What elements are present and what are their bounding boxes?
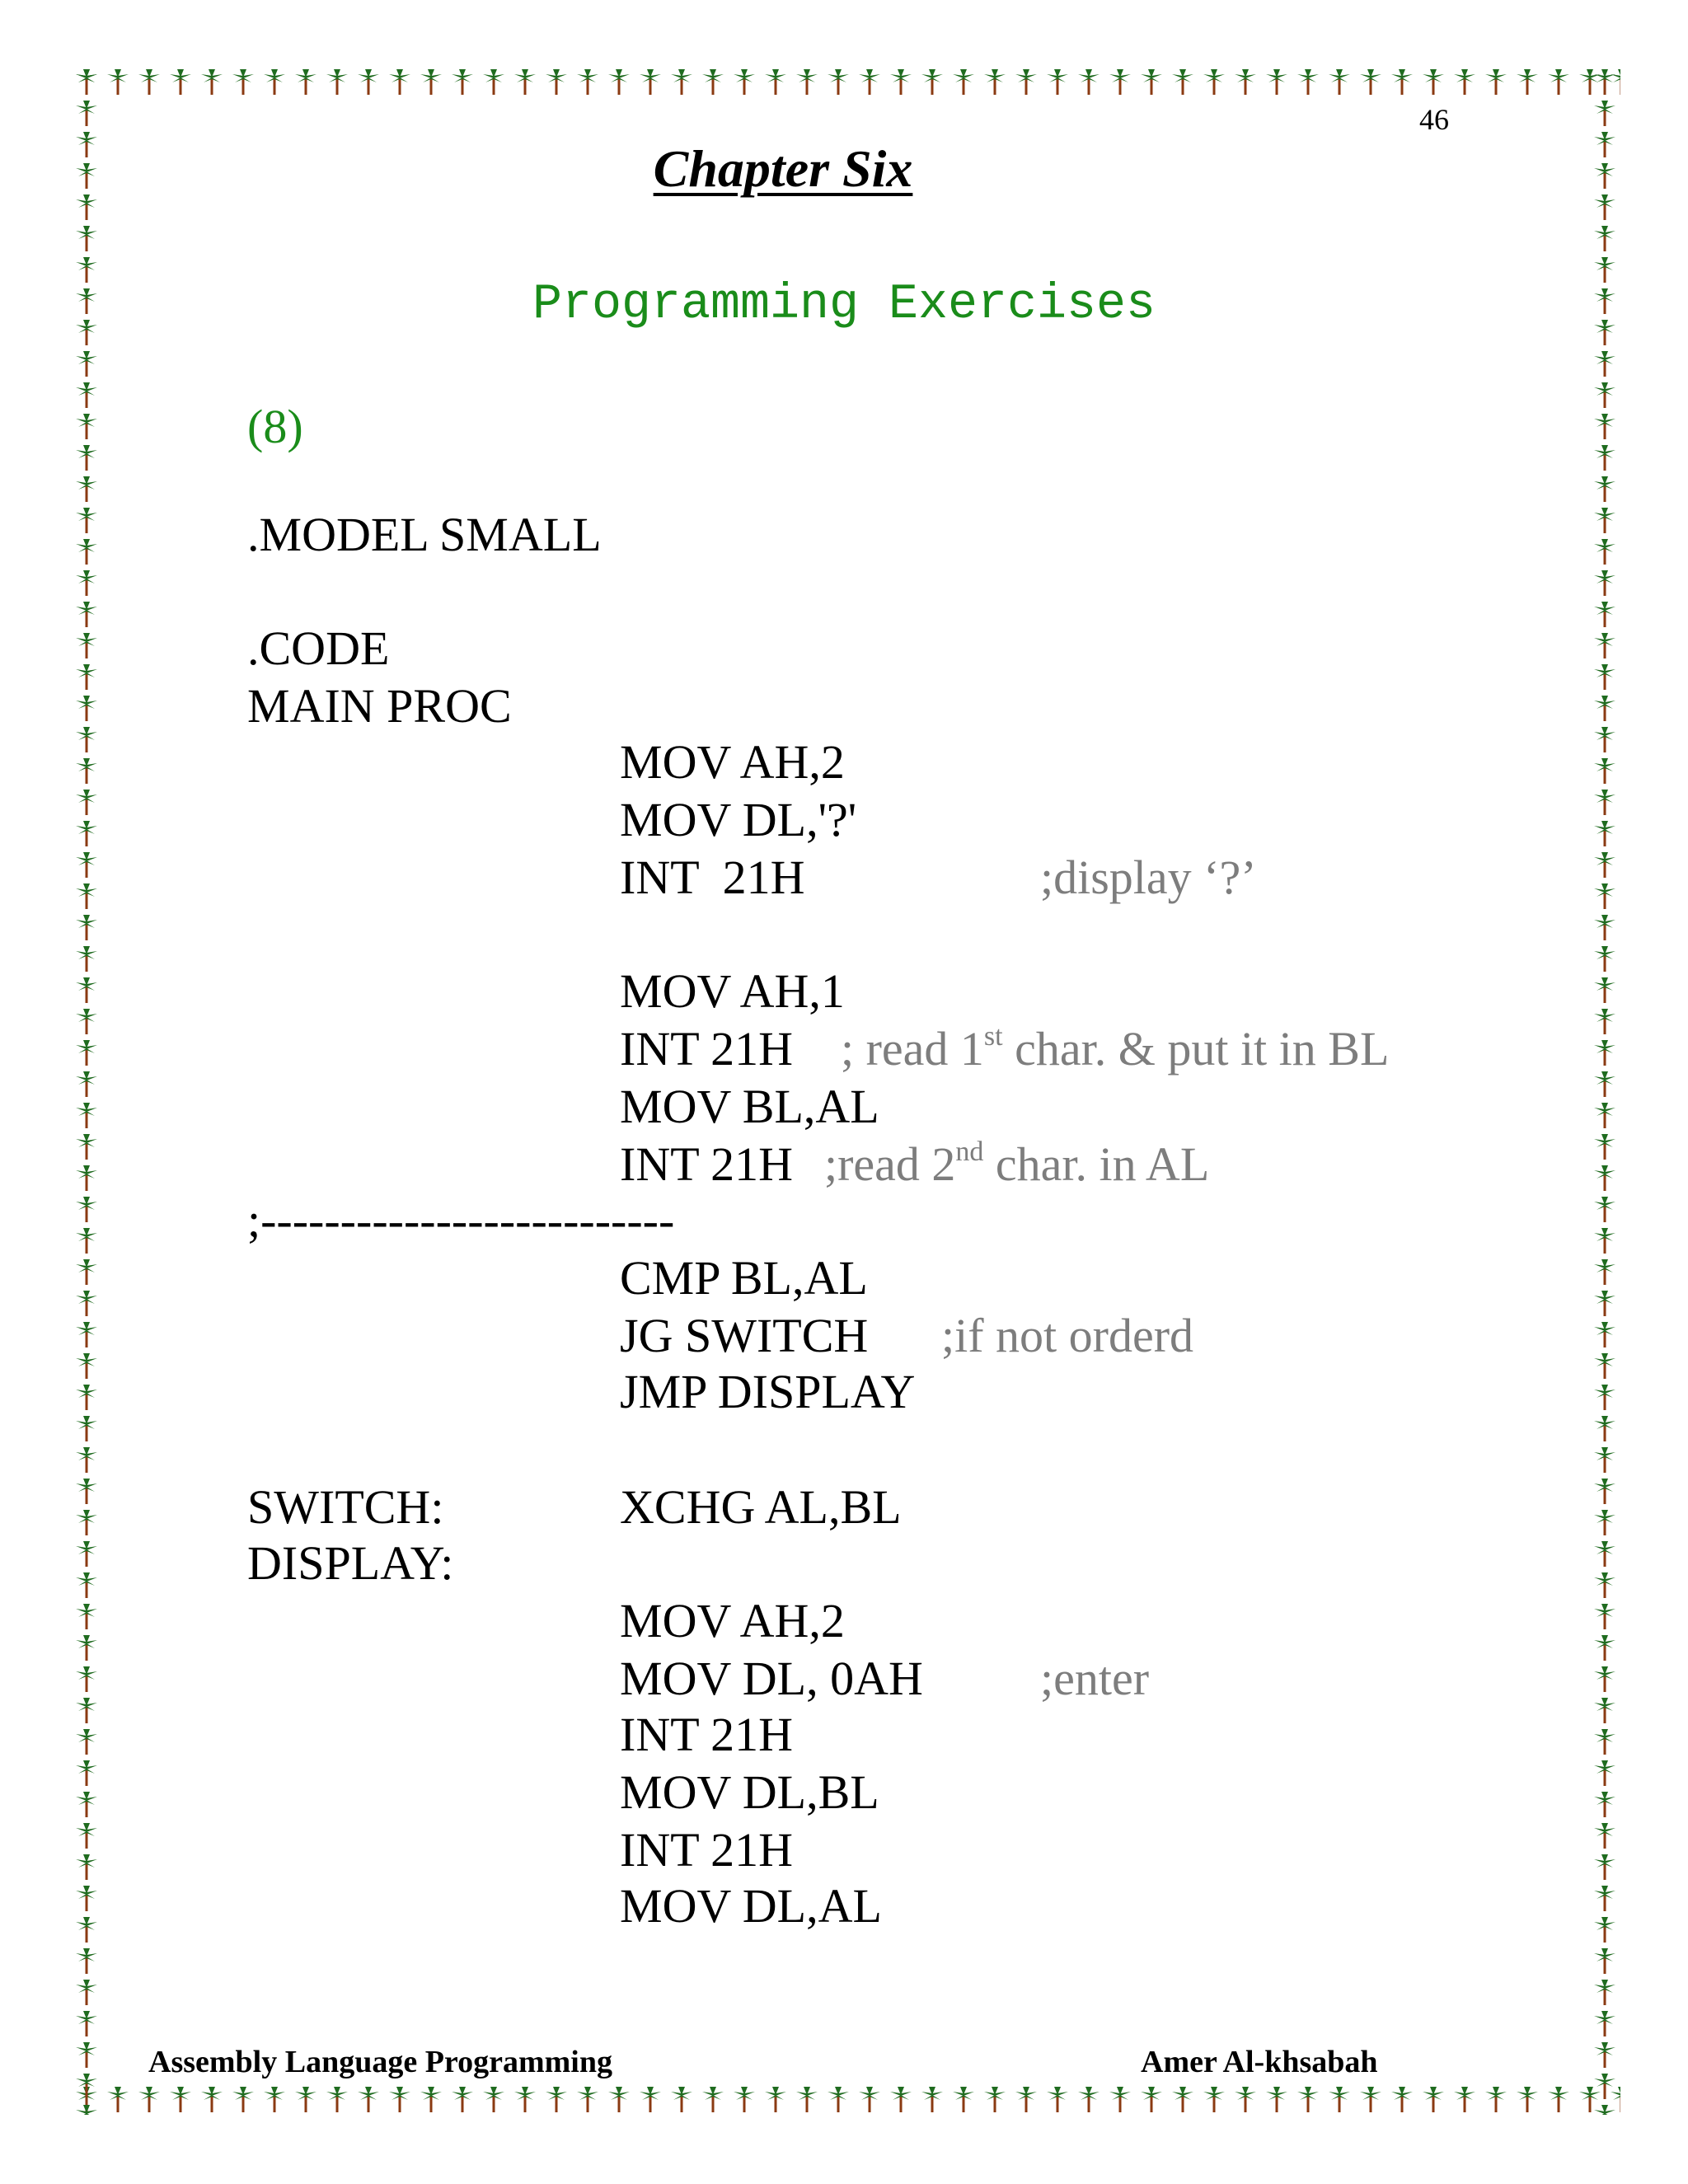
code-line-14: INT 21H: [620, 1708, 793, 1761]
code-line-8: CMP BL,AL: [620, 1251, 868, 1305]
code-line-11: XCHG AL,BL: [620, 1480, 902, 1534]
comment-7-part-b: char. in AL: [983, 1137, 1210, 1191]
footer-book-title: Assembly Language Programming: [148, 2045, 612, 2079]
code-line-model: .MODEL SMALL: [247, 508, 602, 561]
comment-7-part-a: ;read 2: [824, 1137, 956, 1191]
code-line-1: MOV AH,2: [620, 735, 845, 789]
code-comment-13: ;enter: [1040, 1652, 1150, 1705]
code-line-5: INT 21H: [620, 1022, 793, 1076]
palm-border-bottom: [71, 2083, 1620, 2115]
code-comment-7: [824, 1137, 1210, 1191]
code-comment-9: ;if not orderd: [941, 1309, 1194, 1362]
chapter-title: Chapter Six: [653, 139, 913, 198]
code-line-10: JMP DISPLAY: [620, 1365, 916, 1418]
code-label-switch: SWITCH:: [247, 1480, 444, 1534]
code-line-13: MOV DL, 0AH: [620, 1652, 923, 1705]
code-comment-5: [841, 1021, 1390, 1076]
section-title: Programming Exercises: [532, 277, 1156, 333]
code-line-3: INT 21H: [620, 851, 805, 904]
palm-border-right: [1589, 66, 1620, 2115]
code-line-12: MOV AH,2: [620, 1594, 845, 1647]
exercise-number: (8): [247, 400, 303, 453]
code-line-code-segment: .CODE: [247, 621, 390, 675]
comment-7-superscript: nd: [955, 1137, 984, 1167]
code-label-display: DISPLAY:: [247, 1536, 454, 1590]
code-separator: ;--------------------------: [247, 1193, 675, 1247]
code-line-4: MOV AH,1: [620, 964, 845, 1018]
code-line-6: MOV BL,AL: [620, 1080, 879, 1133]
code-line-7: INT 21H: [620, 1137, 793, 1191]
code-line-main-proc: MAIN PROC: [247, 679, 512, 733]
code-line-2: MOV DL,'?': [620, 793, 857, 846]
comment-5-part-b: char. & put it in BL: [1002, 1022, 1390, 1076]
footer-author: Amer Al-khsabah: [1141, 2045, 1378, 2079]
comment-5-superscript: st: [983, 1021, 1003, 1052]
code-line-16: INT 21H: [620, 1823, 793, 1877]
palm-border-top: [71, 66, 1620, 97]
code-comment-3: ;display ‘?’: [1040, 851, 1257, 904]
code-line-15: MOV DL,BL: [620, 1765, 879, 1819]
code-line-17: MOV DL,AL: [620, 1879, 882, 1933]
page-number: 46: [1419, 103, 1449, 136]
comment-5-part-a: ; read 1: [841, 1022, 984, 1076]
code-line-9: JG SWITCH: [620, 1309, 869, 1362]
palm-border-left: [71, 66, 102, 2115]
